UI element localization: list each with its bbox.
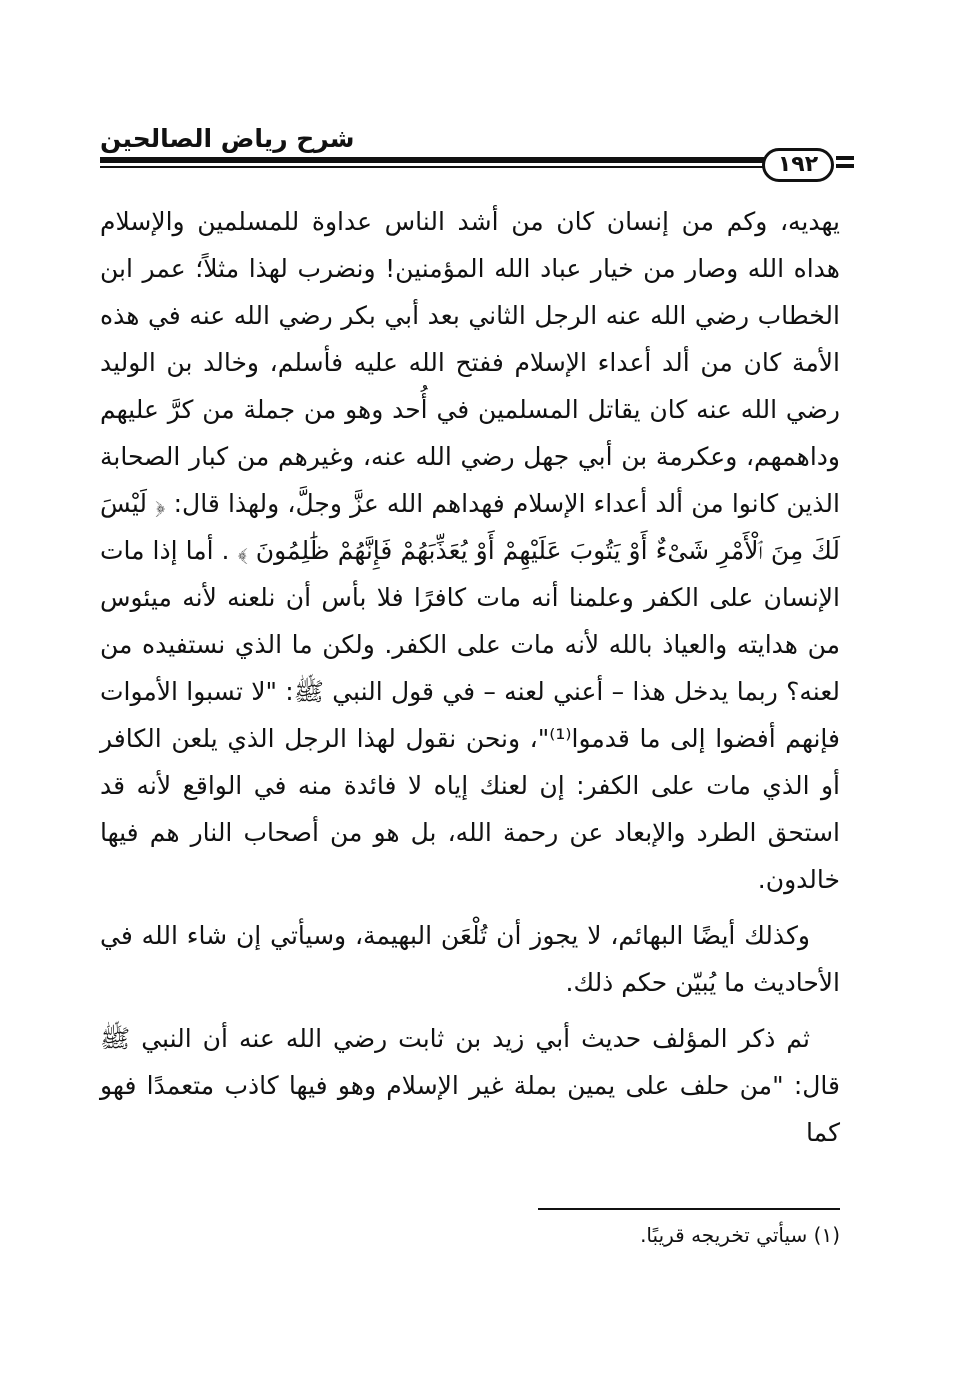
footnote: (١) سيأتي تخريجه قريبًا.	[640, 1223, 840, 1247]
paragraph-2: وكذلك أيضًا البهائم، لا يجوز أن تُلْعَن البهيمة، وسيأتي إن شاء الله في الأحاديث ما يُبيّن حكم ذلك.	[100, 921, 840, 997]
header-rule-thin	[100, 166, 765, 168]
header-rule-thick	[100, 157, 765, 163]
running-header-title: شرح رياض الصالحين	[100, 124, 355, 153]
header-rule	[100, 155, 765, 173]
body-text	[100, 198, 840, 1165]
paragraph-3: ثم ذكر المؤلف حديث أبي زيد بن ثابت رضي الله عنه أن النبي ﷺ قال: "من حلف على يمين بملة غير الإسلام وهو فيها كاذب متعمدًا فهو كما	[100, 1024, 840, 1147]
ornament-bar-top	[836, 156, 854, 160]
footnote-rule	[538, 1208, 840, 1210]
page-number-badge: ١٩٢	[762, 148, 834, 182]
page-number-ornament	[836, 156, 854, 170]
ornament-bar-bottom	[836, 164, 854, 168]
paragraph-1: يهديه، وكم من إنسان كان من أشد الناس عداوة للمسلمين والإسلام هداه الله وصار من خيار عباد الله المؤمنين! ونضرب لهذا مثلاً؛ عمر ابن الخطاب رضي الله عنه الرجل الثاني بعد أبي بكر رضي الله عنه في هذه الأمة كان من ألد أعداء الإسلام ففتح الله عليه فأسلم، وخالد بن الوليد رضي الله عنه كان يقاتل المسلمين في أُحد وهو من جملة من كرَّ عليهم وداهمهم، وعكرمة بن أبي جهل رضي الله عنه، وغيرهم من كبار الصحابة الذين كانوا من ألد أعداء الإسلام فهداهم الله عزَّ وجلَّ، ولهذا قال: ﴿ لَيْسَ لَكَ مِنَ ٱلْأَمْرِ شَىْءٌ أَوْ يَتُوبَ عَلَيْهِمْ أَوْ يُعَذِّبَهُمْ فَإِنَّهُمْ ظَٰلِمُونَ ﴾ . أما إذا مات الإنسان على الكفر وعلمنا أنه مات كافرًا فلا بأس أن نلعنه لأنه ميئوس من هدايته والعياذ بالله لأنه مات على الكفر. ولكن ما الذي نستفيده من لعنه؟ ربما يدخل هذا – أعني لعنه – في قول النبي ﷺ: "لا تسبوا الأموات فإنهم أفضوا إلى ما قدموا⁽¹⁾"، ونحن نقول لهذا الرجل الذي يلعن الكافر أو الذي مات على الكفر: إن لعنك إياه لا فائدة منه في الواقع لأنه قد استحق الطرد والإبعاد عن رحمة الله، بل هو من أصحاب النار هم فيها خالدون.	[100, 207, 840, 894]
